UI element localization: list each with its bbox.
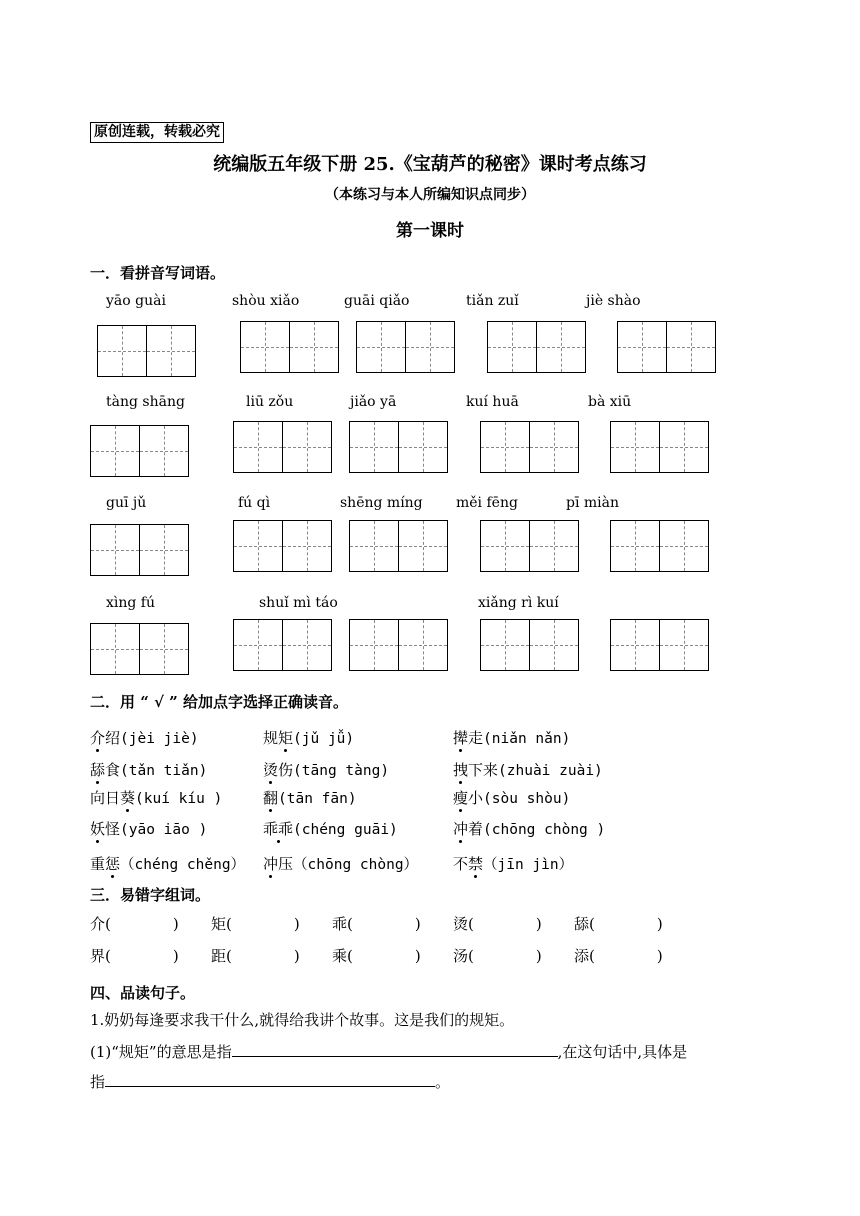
character-prompt: 乖( bbox=[332, 915, 353, 933]
character-prompt: 烫( bbox=[453, 915, 474, 933]
word-building-item[interactable] bbox=[90, 913, 179, 934]
writing-grid[interactable] bbox=[233, 421, 331, 473]
dotted-character: 瘦 bbox=[453, 789, 469, 807]
writing-grid[interactable] bbox=[480, 619, 578, 671]
pinyin: shòu xiǎo bbox=[232, 293, 300, 309]
pinyin: yāo guài bbox=[106, 293, 166, 309]
section1-heading: 一．看拼音写词语。 bbox=[90, 264, 226, 282]
writing-grid[interactable] bbox=[610, 520, 708, 572]
word-suffix: 怪 bbox=[105, 820, 121, 838]
pinyin: fú qì bbox=[238, 495, 271, 511]
writing-grid[interactable] bbox=[480, 421, 578, 473]
writing-grid[interactable] bbox=[97, 325, 195, 377]
pinyin: xìng fú bbox=[106, 595, 155, 611]
dotted-character: 拽 bbox=[453, 761, 469, 779]
word-building-item[interactable] bbox=[332, 945, 421, 966]
pinyin: kuí huā bbox=[466, 394, 519, 410]
question-1-start: (1)“规矩”的意思是指 bbox=[90, 1043, 232, 1061]
pinyin: tàng shāng bbox=[106, 394, 185, 410]
word-prefix: 不 bbox=[453, 855, 469, 873]
writing-grid[interactable] bbox=[349, 421, 447, 473]
reading-choice-item[interactable] bbox=[263, 853, 418, 874]
writing-grid[interactable] bbox=[90, 524, 188, 576]
pinyin: bà xiū bbox=[588, 394, 632, 410]
reading-choice-item[interactable] bbox=[263, 727, 354, 748]
question-1-end-start: 指 bbox=[90, 1073, 106, 1091]
writing-grid[interactable] bbox=[90, 623, 188, 675]
dotted-character: 禁 bbox=[468, 855, 484, 873]
dotted-character: 舔 bbox=[90, 761, 106, 779]
pinyin: jiǎo yā bbox=[350, 394, 397, 410]
reading-choice-item[interactable] bbox=[453, 759, 603, 780]
question-1-cont bbox=[90, 1071, 450, 1092]
reading-choice-item[interactable] bbox=[453, 787, 570, 808]
dotted-character: 冲 bbox=[453, 820, 469, 838]
pinyin-options[interactable]: (zhuài zuài) bbox=[498, 763, 603, 779]
character-prompt: 汤( bbox=[453, 947, 474, 965]
reading-choice-item[interactable] bbox=[90, 787, 222, 808]
dotted-character: 矩 bbox=[278, 729, 294, 747]
page-title: 统编版五年级下册 25.《宝葫芦的秘密》课时考点练习 bbox=[213, 154, 647, 175]
lesson-title: 第一课时 bbox=[396, 221, 464, 241]
closing-paren: ) bbox=[656, 915, 663, 933]
writing-grid[interactable] bbox=[610, 421, 708, 473]
pinyin: xiǎng rì kuí bbox=[478, 595, 559, 611]
answer-blank[interactable] bbox=[105, 1072, 435, 1087]
word-building-item[interactable] bbox=[211, 913, 300, 934]
character-prompt: 距( bbox=[211, 947, 232, 965]
writing-grid[interactable] bbox=[610, 619, 708, 671]
word-prefix: 向日 bbox=[90, 789, 121, 807]
pinyin: pī miàn bbox=[566, 495, 620, 511]
word-suffix: 压 bbox=[278, 855, 294, 873]
character-prompt: 矩( bbox=[211, 915, 232, 933]
dotted-character: 介 bbox=[90, 729, 106, 747]
pinyin-options[interactable]: （jīn jìn） bbox=[483, 857, 574, 873]
question-1 bbox=[90, 1041, 687, 1062]
pinyin: shēng míng bbox=[340, 495, 423, 511]
question-1-end: 。 bbox=[435, 1073, 451, 1091]
pinyin-options[interactable]: (jèi jiè) bbox=[120, 731, 199, 747]
copyright-badge: 原创连载，转载必究 bbox=[90, 122, 224, 143]
pinyin: tiǎn zuǐ bbox=[466, 293, 519, 309]
section4-heading: 四、品读句子。 bbox=[90, 984, 196, 1002]
reading-choice-item[interactable] bbox=[90, 727, 199, 748]
word-suffix: 绍 bbox=[105, 729, 121, 747]
word-building-item[interactable] bbox=[453, 945, 542, 966]
writing-grid[interactable] bbox=[90, 425, 188, 477]
reading-choice-item[interactable] bbox=[90, 818, 207, 839]
dotted-character: 翻 bbox=[263, 789, 279, 807]
reading-choice-item[interactable] bbox=[453, 853, 573, 874]
writing-grid[interactable] bbox=[349, 619, 447, 671]
question-1-mid: ,在这句话中,具体是 bbox=[557, 1043, 688, 1061]
writing-grid[interactable] bbox=[349, 520, 447, 572]
writing-grid[interactable] bbox=[480, 520, 578, 572]
reading-choice-item[interactable] bbox=[263, 787, 357, 808]
page-subtitle: （本练习与本人所编知识点同步） bbox=[325, 187, 535, 203]
character-prompt: 舔( bbox=[574, 915, 595, 933]
dotted-character: 冲 bbox=[263, 855, 279, 873]
word-building-item[interactable] bbox=[332, 913, 421, 934]
section2-heading: 二．用 “ √ ” 给加点字选择正确读音。 bbox=[90, 693, 349, 711]
word-building-item[interactable] bbox=[453, 913, 542, 934]
character-prompt: 介( bbox=[90, 915, 111, 933]
pinyin: liū zǒu bbox=[246, 394, 294, 410]
closing-paren: ) bbox=[293, 947, 300, 965]
dotted-character: 妖 bbox=[90, 820, 106, 838]
word-prefix: 规 bbox=[263, 729, 279, 747]
reading-choice-item[interactable] bbox=[453, 818, 605, 839]
word-building-item[interactable] bbox=[90, 945, 179, 966]
closing-paren: ) bbox=[172, 947, 179, 965]
pinyin: jiè shào bbox=[586, 293, 641, 309]
pinyin-options[interactable]: (chōng chòng ) bbox=[483, 822, 606, 838]
writing-grid[interactable] bbox=[356, 321, 454, 373]
pinyin-options[interactable]: (chéng guāi) bbox=[293, 822, 398, 838]
pinyin-options[interactable]: (niǎn nǎn) bbox=[483, 731, 571, 747]
pinyin-options[interactable]: (yāo iāo ) bbox=[120, 822, 208, 838]
closing-paren: ) bbox=[535, 915, 542, 933]
pinyin-options[interactable]: (tān fān) bbox=[278, 791, 357, 807]
pinyin: shuǐ mì táo bbox=[259, 595, 338, 611]
writing-grid[interactable] bbox=[233, 520, 331, 572]
writing-grid[interactable] bbox=[233, 619, 331, 671]
word-suffix: 走 bbox=[468, 729, 484, 747]
dotted-character: 乖乖 bbox=[263, 820, 294, 838]
writing-grid[interactable] bbox=[487, 321, 585, 373]
reading-choice-item[interactable] bbox=[90, 853, 245, 874]
dotted-character: 撵 bbox=[453, 729, 469, 747]
pinyin: měi fēng bbox=[456, 495, 518, 511]
pinyin-options[interactable]: (kuí kíu ) bbox=[135, 791, 223, 807]
dotted-character: 葵 bbox=[120, 789, 136, 807]
reading-choice-item[interactable] bbox=[90, 759, 207, 780]
writing-grid[interactable] bbox=[240, 321, 338, 373]
character-prompt: 界( bbox=[90, 947, 111, 965]
word-suffix: 食 bbox=[105, 761, 121, 779]
pinyin-options[interactable]: (jǔ jǚ) bbox=[293, 731, 355, 747]
writing-grid[interactable] bbox=[617, 321, 715, 373]
pinyin: guī jǔ bbox=[106, 495, 147, 511]
closing-paren: ) bbox=[656, 947, 663, 965]
word-building-item[interactable] bbox=[574, 945, 663, 966]
answer-blank[interactable] bbox=[232, 1042, 558, 1057]
character-prompt: 添( bbox=[574, 947, 595, 965]
closing-paren: ) bbox=[293, 915, 300, 933]
closing-paren: ) bbox=[172, 915, 179, 933]
reading-choice-item[interactable] bbox=[453, 727, 570, 748]
sentence: 1.奶奶每逢要求我干什么,就得给我讲个故事。这是我们的规矩。 bbox=[90, 1011, 515, 1029]
dotted-character: 烫 bbox=[263, 761, 279, 779]
closing-paren: ) bbox=[414, 947, 421, 965]
dotted-character: 惩 bbox=[105, 855, 121, 873]
pinyin-options[interactable]: （chéng chěng） bbox=[120, 857, 246, 873]
pinyin-options[interactable]: (sòu shòu) bbox=[483, 791, 571, 807]
word-suffix: 小 bbox=[468, 789, 484, 807]
word-building-item[interactable] bbox=[211, 945, 300, 966]
pinyin-options[interactable]: （chōng chòng） bbox=[293, 857, 419, 873]
reading-choice-item[interactable] bbox=[263, 759, 389, 780]
closing-paren: ) bbox=[535, 947, 542, 965]
section3-heading: 三．易错字组词。 bbox=[90, 886, 211, 904]
character-prompt: 乘( bbox=[332, 947, 353, 965]
reading-choice-item[interactable] bbox=[263, 818, 398, 839]
word-suffix: 着 bbox=[468, 820, 484, 838]
word-prefix: 重 bbox=[90, 855, 106, 873]
pinyin-options[interactable]: (tǎn tiǎn) bbox=[120, 763, 208, 779]
pinyin: guāi qiǎo bbox=[344, 293, 410, 309]
word-suffix: 下来 bbox=[468, 761, 499, 779]
word-building-item[interactable] bbox=[574, 913, 663, 934]
closing-paren: ) bbox=[414, 915, 421, 933]
pinyin-options[interactable]: (tāng tàng) bbox=[293, 763, 390, 779]
word-suffix: 伤 bbox=[278, 761, 294, 779]
